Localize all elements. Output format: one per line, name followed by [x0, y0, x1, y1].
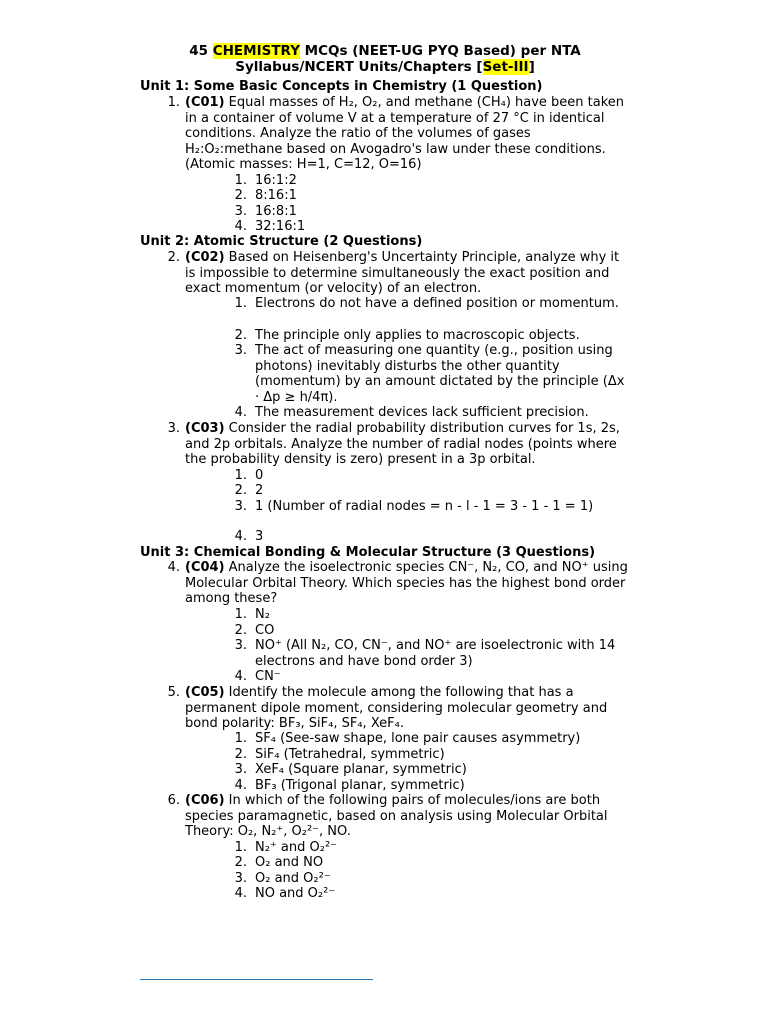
question-text: Identify the molecule among the following that has a permanent dipole moment, considering molecular geometry and bond polarity: BF₃, SiF₄, SF₄, XeF₄.	[185, 685, 608, 731]
option-c03-4: 4. 3	[234, 529, 264, 544]
document-title	[140, 43, 630, 75]
question-id: (C06)	[185, 793, 225, 808]
question-id: (C05)	[185, 685, 225, 700]
unit-heading-3: Unit 3: Chemical Bonding & Molecular Structure (3 Questions)	[140, 545, 596, 560]
option-c01-2: 2. 8:16:1	[234, 188, 297, 203]
question-id: (C02)	[185, 250, 225, 265]
option-c02-1: 1. Electrons do not have a defined position or momentum.	[234, 296, 619, 311]
option-c05-1: 1. SF₄ (See-saw shape, lone pair causes asymmetry)	[234, 731, 581, 746]
option-c06-1: 1. N₂⁺ and O₂²⁻	[234, 840, 338, 855]
question-text: Consider the radial probability distribution curves for 1s, 2s, and 2p orbitals. Analyze the number of radial nodes (points where the probability density is zero) present in a 3p orbital.	[185, 421, 620, 467]
option-c06-4: 4. NO and O₂²⁻	[234, 886, 336, 901]
title-highlight-chemistry: CHEMISTRY	[212, 43, 300, 59]
option-c03-2: 2. 2	[234, 483, 264, 498]
question-c03	[160, 421, 630, 468]
question-number: 3.	[167, 421, 180, 436]
unit-heading-2: Unit 2: Atomic Structure (2 Questions)	[140, 234, 423, 249]
question-c06	[160, 793, 630, 840]
option-c05-3: 3. XeF₄ (Square planar, symmetric)	[234, 762, 467, 777]
question-text: Equal masses of H₂, O₂, and methane (CH₄) have been taken in a container of volume V at a temperature of 27 °C in identical conditions. Analyze the ratio of the volumes of gases H₂:O₂:methane based on Avogadro's law under these conditions. (Atomic masses: H=1, C=12, O=16)	[185, 95, 625, 172]
question-c02	[160, 250, 630, 297]
question-number: 1.	[167, 95, 180, 110]
question-text: Based on Heisenberg's Uncertainty Principle, analyze why it is impossible to determine simultaneously the exact position and exact momentum (or velocity) of an electron.	[185, 250, 620, 296]
question-c01	[160, 95, 630, 173]
question-id: (C03)	[185, 421, 225, 436]
question-text: In which of the following pairs of molecules/ions are both species paramagnetic, based on analysis using Molecular Orbital Theory: O₂, N₂⁺, O₂²⁻, NO.	[185, 793, 608, 839]
option-c05-2: 2. SiF₄ (Tetrahedral, symmetric)	[234, 747, 445, 762]
question-c05	[160, 685, 630, 732]
unit-heading-1: Unit 1: Some Basic Concepts in Chemistry (1 Question)	[140, 79, 543, 94]
question-c04	[160, 560, 630, 607]
option-c02-2: 2. The principle only applies to macroscopic objects.	[234, 328, 580, 343]
option-c03-1: 1. 0	[234, 468, 264, 483]
question-number: 2.	[167, 250, 180, 265]
option-c03-3: 3. 1 (Number of radial nodes = n - l - 1 = 3 - 1 - 1 = 1)	[234, 499, 594, 514]
question-id: (C04)	[185, 560, 225, 575]
option-c04-1: 1. N₂	[234, 607, 270, 622]
option-c04-3: 3. NO⁺ (All N₂, CO, CN⁻, and NO⁺ are isoelectronic with 14 electrons and have bond order 3)	[234, 638, 616, 669]
option-c02-3: 3. The act of measuring one quantity (e.g., position using photons) inevitably disturbs the other quantity (momentum) by an amount dictated by the principle (Δx · Δp ≥ h/4π).	[234, 343, 625, 405]
option-c01-3: 3. 16:8:1	[234, 204, 297, 219]
title-text: 45	[189, 43, 213, 59]
footnote-separator	[140, 979, 373, 980]
option-c01-4: 4. 32:16:1	[234, 219, 306, 234]
option-c06-2: 2. O₂ and NO	[234, 855, 324, 870]
question-text: Analyze the isoelectronic species CN⁻, N₂, CO, and NO⁺ using Molecular Orbital Theory. Which species has the highest bond order among these?	[185, 560, 628, 606]
option-c04-2: 2. CO	[234, 623, 275, 638]
option-c01-1: 1. 16:1:2	[234, 173, 297, 188]
question-number: 4.	[167, 560, 180, 575]
question-id: (C01)	[185, 95, 225, 110]
title-highlight-set: Set-III	[482, 59, 529, 75]
option-c04-4: 4. CN⁻	[234, 669, 281, 684]
option-c02-4: 4. The measurement devices lack sufficient precision.	[234, 405, 589, 420]
question-number: 6.	[167, 793, 180, 808]
option-c05-4: 4. BF₃ (Trigonal planar, symmetric)	[234, 778, 465, 793]
title-text: MCQs (NEET-UG PYQ Based) per NTA Syllabus/NCERT Units/Chapters [	[235, 43, 581, 75]
option-c06-3: 3. O₂ and O₂²⁻	[234, 871, 331, 886]
question-number: 5.	[167, 685, 180, 700]
title-text: ]	[528, 59, 535, 75]
